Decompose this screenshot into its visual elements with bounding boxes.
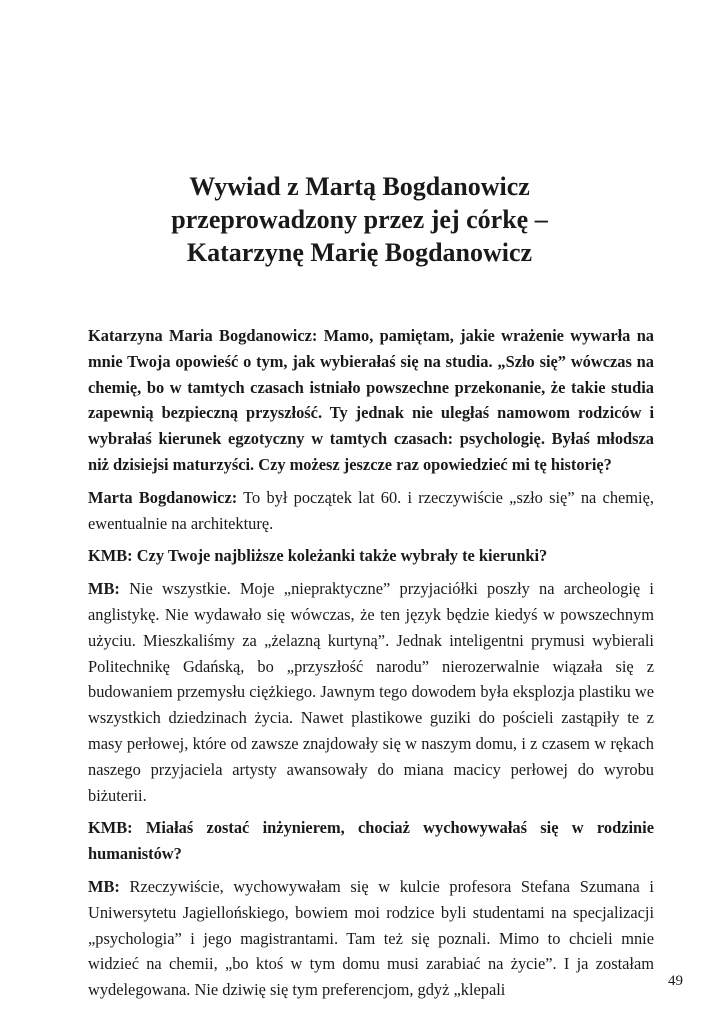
page-number: 49: [668, 973, 683, 989]
answer-paragraph: [88, 874, 654, 1003]
answer-paragraph: [88, 576, 654, 808]
answer-text: Nie wszystkie. Moje „niepraktyczne” przyjaciółki poszły na archeologię i anglistykę. Nie wydawało się wówczas, że ten język będzie kiedyś w powszechnym użyciu. Mieszkaliśmy za „żelazną kurtyną”. Jednak inteligentni prymusi wybierali Politechnikę Gdańską, bo „przyszłość narodu” nierozerwalnie wiązała się z budowaniem przemysłu ciężkiego. Jawnym tego dowodem była eksplozja plastiku we wszystkich dziedzinach życia. Nawet plastikowe guziki do pościeli zastąpiły te z masy perłowej, które od zawsze znajdowały się w naszym domu, i z czasem w rękach naszego przyjaciela artysty awansowały do miana macicy perłowej do wyrobu biżuterii.: [88, 579, 654, 805]
interview-body: [88, 323, 654, 1010]
speaker-label: MB:: [88, 579, 120, 599]
speaker-label: Marta Bogdanowicz:: [88, 487, 238, 507]
answer-paragraph: [88, 485, 654, 537]
speaker-label: MB:: [88, 876, 120, 896]
chapter-title-line-1: Wywiad z Martą Bogdanowicz: [189, 172, 530, 201]
answer-text: To był początek lat 60. i rzeczywiście „szło się” na chemię, ewentualnie na architekturę.: [88, 487, 654, 533]
question-paragraph: Katarzyna Maria Bogdanowicz: Mamo, pamiętam, jakie wrażenie wywarła na mnie Twoja opowieść o tym, jak wybierałaś się na studia. „Szło się” wówczas na chemię, bo w tamtych czasach istniało powszechne przekonanie, że takie studia zapewnią bezpieczną przyszłość. Ty jednak nie uległaś namowom rodziców i wybrałaś kierunek egzotyczny w tamtych czasach: psychologię. Byłaś młodsza niż dzisiejsi maturzyści. Czy możesz jeszcze raz opowiedzieć mi tę historię?: [88, 326, 654, 474]
chapter-title-line-3: Katarzynę Marię Bogdanowicz: [186, 238, 533, 267]
answer-text: Rzeczywiście, wychowywałam się w kulcie profesora Stefana Szumana i Uniwersytetu Jagiellońskiego, bowiem moi rodzice byli studentami na specjalizacji „psychologia” i jego magistrantami. Tam też się poznali. Mimo to chcieli mnie widzieć na chemii, „bo ktoś w tym domu musi zarabiać na życie”. I ja zostałam wydelegowana. Nie dziwię się tym preferencjom, gdyż „klepali: [88, 876, 654, 1000]
chapter-title-line-2: przeprowadzony przez jej córkę –: [171, 205, 548, 234]
question-paragraph: KMB: Miałaś zostać inżynierem, chociaż wychowywałaś się w rodzinie humanistów?: [88, 818, 654, 864]
question-paragraph: KMB: Czy Twoje najbliższe koleżanki także wybrały te kierunki?: [88, 546, 548, 566]
chapter-title: [0, 170, 719, 269]
